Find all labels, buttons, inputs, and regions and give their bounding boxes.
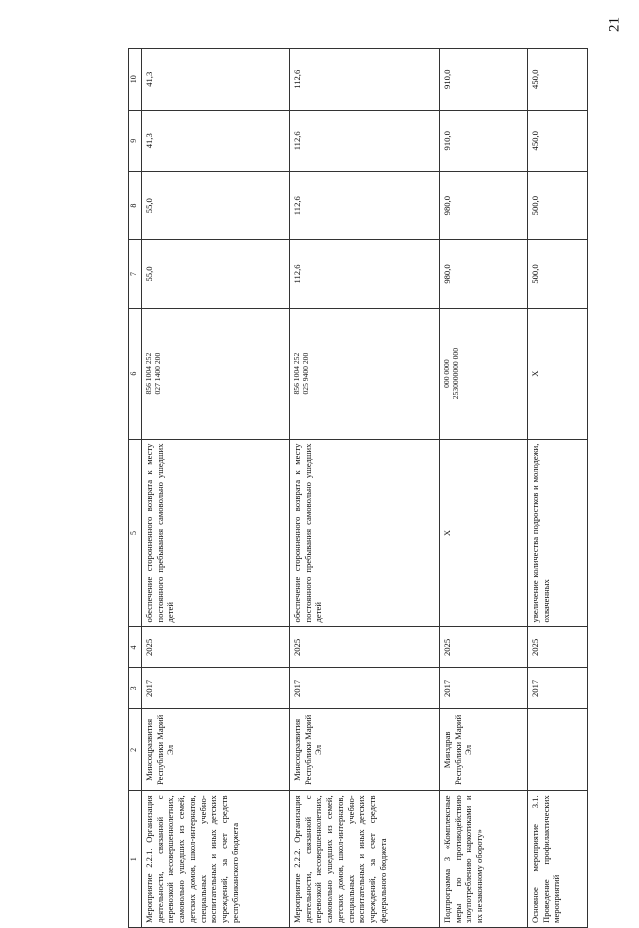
- program-table-rotated: [128, 48, 613, 928]
- value-col-7: 55,0: [142, 240, 290, 308]
- value-col-9: 41,3: [142, 110, 290, 171]
- program-table: [128, 48, 588, 928]
- budget-code-line-2: 027 1400 200: [153, 352, 163, 395]
- table-row: [528, 49, 588, 928]
- col-header-5: 5: [129, 439, 142, 627]
- page-number: 21: [606, 17, 623, 32]
- measure-name: Мероприятие 2.2.1. Организация деятельности, связанной с перевозкой несовершеннолетних, самовольно ушедших из семей, детских домов, школ-интернатов, специальных учебно-воспитательных и иных детских учреждений, за счет средств республиканского бюджета: [142, 791, 290, 928]
- col-header-6: 6: [129, 308, 142, 439]
- budget-code: [142, 308, 290, 439]
- executor: Минздрав Республики Марий Эл: [440, 709, 528, 791]
- col-header-10: 10: [129, 49, 142, 111]
- start-year: 2017: [290, 668, 440, 709]
- value-col-10: 910,0: [440, 49, 528, 111]
- budget-code: [528, 308, 588, 439]
- end-year: 2025: [290, 627, 440, 668]
- executor: Минсоцразвития Республики Марий Эл: [142, 709, 290, 791]
- value-col-7: 980,0: [440, 240, 528, 308]
- value-col-7: 112,6: [290, 240, 440, 308]
- executor: [528, 709, 588, 791]
- end-year: 2025: [528, 627, 588, 668]
- table-row: [440, 49, 528, 928]
- expected-result: увеличение количества подростков и молодежи, охваченных: [528, 439, 588, 627]
- value-col-7: 500,0: [528, 240, 588, 308]
- header-row: [129, 49, 142, 928]
- start-year: 2017: [528, 668, 588, 709]
- value-col-10: 41,3: [142, 49, 290, 111]
- col-header-3: 3: [129, 668, 142, 709]
- col-header-1: 1: [129, 791, 142, 928]
- value-col-9: 910,0: [440, 110, 528, 171]
- expected-result: обеспечение сторонненного возврата к месту постоянного пребывания самовольно ушедших детей: [290, 439, 440, 627]
- value-col-8: 980,0: [440, 172, 528, 240]
- value-col-8: 500,0: [528, 172, 588, 240]
- measure-name: Мероприятие 2.2.2. Организация деятельности, связанной с перевозкой несовершеннолетних, самовольно ушедших из семей, детских домов, школ-интернатов, специальных учебно-воспитательных и иных детских учреждений, за счет средств федерального бюджета: [290, 791, 440, 928]
- expected-result: Х: [440, 439, 528, 627]
- table-row: [142, 49, 290, 928]
- start-year: 2017: [142, 668, 290, 709]
- value-col-9: 112,6: [290, 110, 440, 171]
- value-col-9: 450,0: [528, 110, 588, 171]
- value-col-10: 112,6: [290, 49, 440, 111]
- end-year: 2025: [440, 627, 528, 668]
- end-year: 2025: [142, 627, 290, 668]
- value-col-8: 112,6: [290, 172, 440, 240]
- value-col-10: 450,0: [528, 49, 588, 111]
- budget-code: [440, 308, 528, 439]
- col-header-4: 4: [129, 627, 142, 668]
- measure-name: Основное мероприятие 3.1. Проведение профилактических мероприятий: [528, 791, 588, 928]
- col-header-8: 8: [129, 172, 142, 240]
- value-col-8: 55,0: [142, 172, 290, 240]
- budget-code-line-1: 856 1004 252: [292, 352, 301, 395]
- table-row: [290, 49, 440, 928]
- budget-code-line-1: 000 0000: [442, 359, 451, 388]
- expected-result: обеспечение сторонненного возврата к месту постоянного пребывания самовольно ушедших детей: [142, 439, 290, 627]
- col-header-7: 7: [129, 240, 142, 308]
- budget-code-line-2: 025 9400 200: [301, 352, 311, 395]
- col-header-9: 9: [129, 110, 142, 171]
- executor: Минсоцразвития Республики Марий Эл: [290, 709, 440, 791]
- budget-code-line-1: Х: [530, 370, 540, 377]
- budget-code: [290, 308, 440, 439]
- budget-code-line-2: 2530000000 000: [451, 347, 461, 400]
- start-year: 2017: [440, 668, 528, 709]
- measure-name: Подпрограмма 3 «Комплексные меры по противодействию злоупотреблению наркотиками и их незаконному обороту»: [440, 791, 528, 928]
- col-header-2: 2: [129, 709, 142, 791]
- budget-code-line-1: 856 1004 252: [144, 352, 153, 395]
